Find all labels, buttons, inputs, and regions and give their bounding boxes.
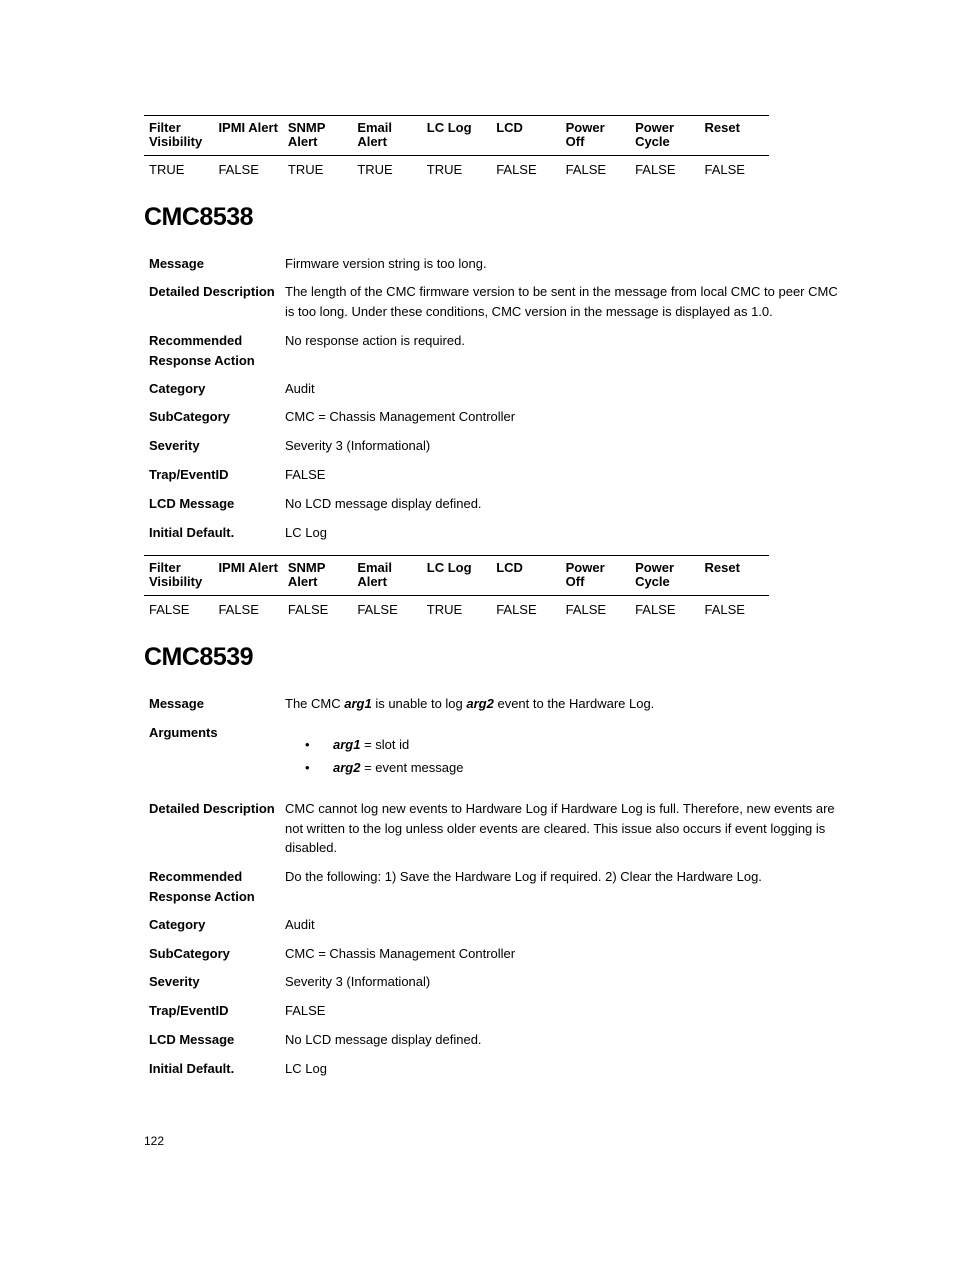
property-value: FALSE <box>285 1003 326 1018</box>
property-label: Initial Default. <box>149 1061 235 1076</box>
page-number: 122 <box>144 1134 165 1148</box>
header-email-alert: Email Alert <box>352 556 421 596</box>
property-label: Detailed Description <box>149 801 275 816</box>
header-power-cycle: Power Cycle <box>630 556 699 596</box>
property-label: Recommended Response Action <box>149 869 255 904</box>
value-snmp-alert: FALSE <box>287 602 329 617</box>
header-snmp-alert: SNMP Alert <box>283 116 352 156</box>
property-label: Category <box>149 917 206 932</box>
property-value: Severity 3 (Informational) <box>285 974 431 989</box>
value-lc-log: TRUE <box>426 602 463 617</box>
section-title-cmc8539: CMC8539 <box>144 643 254 671</box>
property-value: No LCD message display defined. <box>285 1032 482 1047</box>
header-ipmi-alert: IPMI Alert <box>213 556 282 596</box>
header-filter-visibility: Filter Visibility <box>144 556 213 596</box>
value-power-off: FALSE <box>565 162 607 177</box>
property-label: Category <box>149 381 206 396</box>
property-label: LCD Message <box>149 1032 235 1047</box>
property-value: CMC cannot log new events to Hardware Log if Hardware Log is full. Therefore, new events are not written to the log unless older events are cleared. This issue also occurs if event logging is disabled. <box>285 801 835 855</box>
property-label: Message <box>149 256 204 271</box>
property-value: LC Log <box>285 1061 327 1076</box>
value-power-off: FALSE <box>565 602 607 617</box>
property-value: Audit <box>285 381 315 396</box>
header-reset: Reset <box>700 556 770 596</box>
list-item <box>305 756 463 779</box>
argument-name: arg2 <box>333 760 361 775</box>
message-text: The CMC <box>285 696 345 711</box>
property-value: Do the following: 1) Save the Hardware Log if required. 2) Clear the Hardware Log. <box>285 869 762 884</box>
property-label: Recommended Response Action <box>149 333 255 368</box>
value-power-cycle: FALSE <box>635 162 676 177</box>
property-value: The length of the CMC firmware version to be sent in the message from local CMC to peer CMC is too long. Under these conditions, CMC version in the message is displayed as 1.0. <box>285 284 838 319</box>
filter-value-row <box>144 156 769 186</box>
message-text: is unable to log <box>371 696 467 711</box>
property-value: Audit <box>285 917 315 932</box>
property-value: FALSE <box>285 467 326 482</box>
header-lc-log: LC Log <box>422 556 491 596</box>
argument-name: arg1 <box>333 737 361 752</box>
property-label: Severity <box>149 438 200 453</box>
header-lc-log: LC Log <box>422 116 491 156</box>
property-label: Message <box>149 696 204 711</box>
list-item <box>305 733 463 756</box>
header-ipmi-alert: IPMI Alert <box>213 116 282 156</box>
property-value: No LCD message display defined. <box>285 496 482 511</box>
header-power-off: Power Off <box>561 556 630 596</box>
argument-separator: = <box>360 737 376 752</box>
property-label: Trap/EventID <box>149 1003 229 1018</box>
property-value: No response action is required. <box>285 333 465 348</box>
value-ipmi-alert: FALSE <box>218 162 259 177</box>
value-snmp-alert: TRUE <box>287 162 324 177</box>
property-label: Severity <box>149 974 200 989</box>
value-reset: FALSE <box>704 602 745 617</box>
header-lcd: LCD <box>491 556 560 596</box>
value-email-alert: FALSE <box>357 602 398 617</box>
property-value: CMC = Chassis Management Controller <box>285 409 516 424</box>
filter-header-row <box>144 556 769 596</box>
property-label: Trap/EventID <box>149 467 229 482</box>
header-power-off: Power Off <box>561 116 630 156</box>
argument-token: arg1 <box>344 696 372 711</box>
value-lcd: FALSE <box>496 602 537 617</box>
property-label: Arguments <box>149 725 218 740</box>
value-filter-visibility: TRUE <box>149 162 185 177</box>
property-value: Firmware version string is too long. <box>285 256 487 271</box>
property-label: LCD Message <box>149 496 235 511</box>
value-email-alert: TRUE <box>357 162 393 177</box>
property-label: Detailed Description <box>149 284 275 299</box>
value-lcd: FALSE <box>496 162 537 177</box>
filter-table-top <box>144 115 769 185</box>
property-value: Severity 3 (Informational) <box>285 438 431 453</box>
value-reset: FALSE <box>704 162 745 177</box>
argument-description: slot id <box>375 737 410 752</box>
property-value <box>285 694 845 714</box>
filter-header-row <box>144 116 769 156</box>
header-snmp-alert: SNMP Alert <box>283 556 352 596</box>
header-lcd: LCD <box>491 116 560 156</box>
property-label: Initial Default. <box>149 525 235 540</box>
value-power-cycle: FALSE <box>635 602 676 617</box>
argument-separator: = <box>360 760 376 775</box>
argument-token: arg2 <box>466 696 494 711</box>
property-label: SubCategory <box>149 946 230 961</box>
filter-table-cmc8538 <box>144 555 769 625</box>
header-filter-visibility: Filter Visibility <box>144 116 213 156</box>
value-ipmi-alert: FALSE <box>218 602 259 617</box>
header-email-alert: Email Alert <box>352 116 421 156</box>
property-value: CMC = Chassis Management Controller <box>285 946 516 961</box>
property-label: SubCategory <box>149 409 230 424</box>
header-power-cycle: Power Cycle <box>630 116 699 156</box>
argument-description: event message <box>375 760 464 775</box>
message-text: event to the Hardware Log. <box>493 696 655 711</box>
property-value: LC Log <box>285 525 327 540</box>
filter-value-row <box>144 596 769 626</box>
header-reset: Reset <box>700 116 770 156</box>
arguments-list <box>305 733 463 779</box>
section-title-cmc8538: CMC8538 <box>144 203 254 231</box>
value-lc-log: TRUE <box>426 162 463 177</box>
value-filter-visibility: FALSE <box>149 602 190 617</box>
